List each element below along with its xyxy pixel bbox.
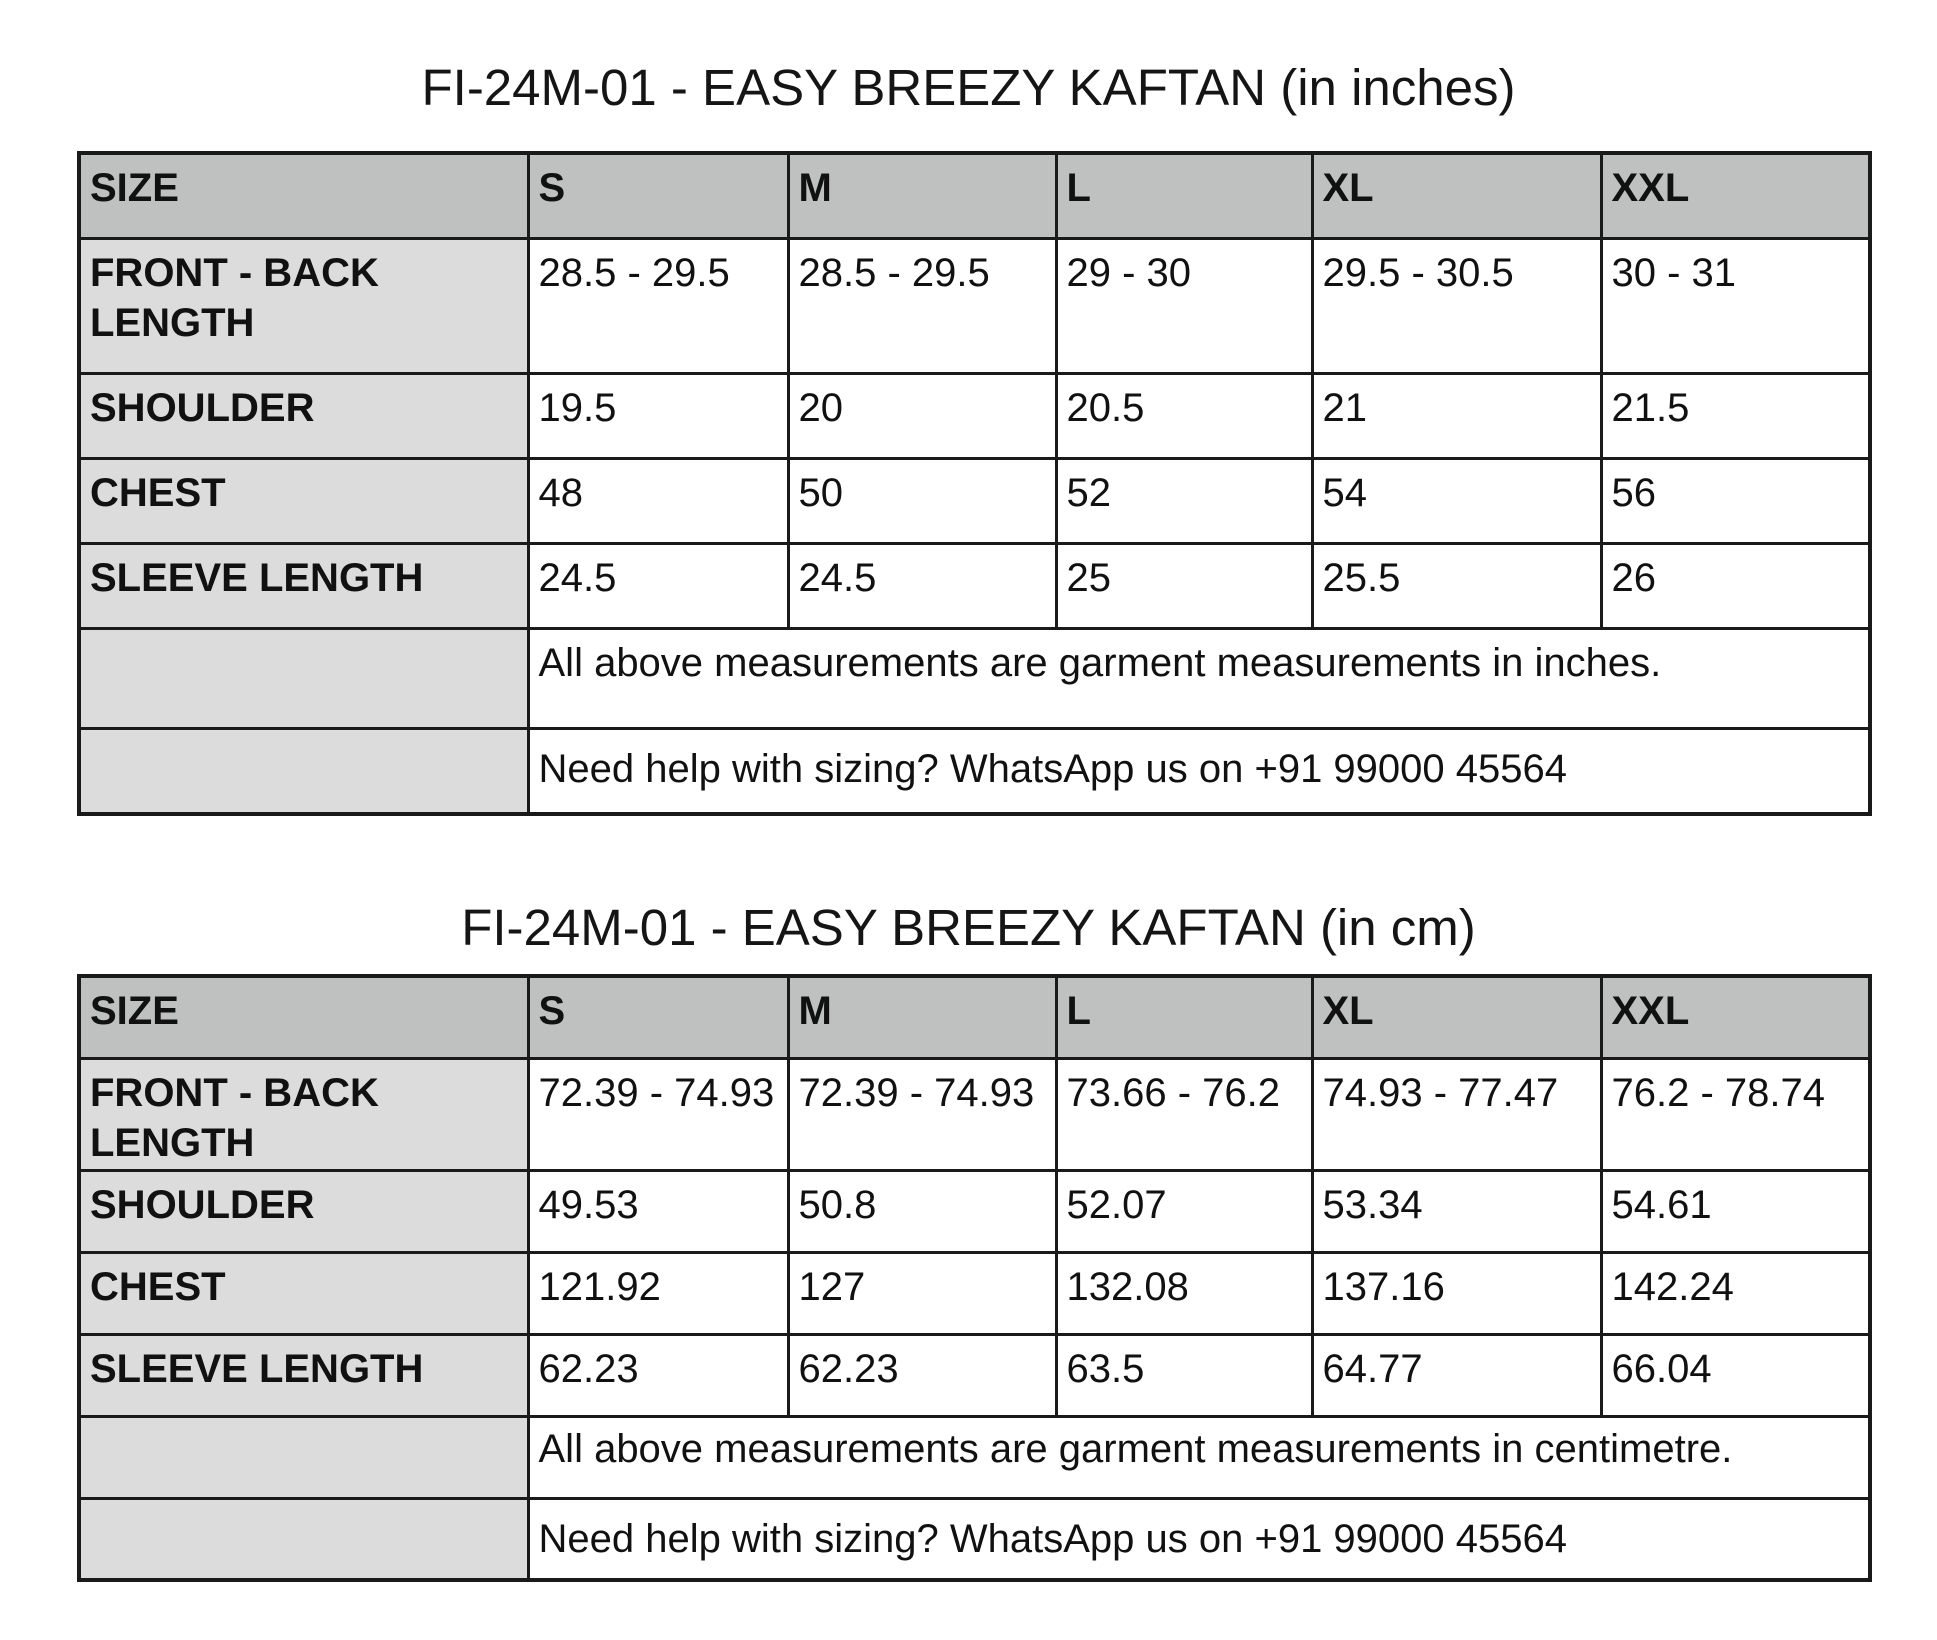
table-cell: 72.39 - 74.93 — [528, 1058, 788, 1170]
table-row — [79, 728, 1870, 814]
table-row — [79, 1058, 1870, 1170]
table-cell: 20 — [788, 373, 1056, 458]
table-cell: 26 — [1601, 543, 1870, 628]
measurement-note: All above measurements are garment measurements in inches. — [528, 628, 1870, 728]
table-row — [79, 628, 1870, 728]
table-cell: 24.5 — [788, 543, 1056, 628]
table-cell: 76.2 - 78.74 — [1601, 1058, 1870, 1170]
table-cell: 62.23 — [788, 1334, 1056, 1416]
table-cell: 137.16 — [1312, 1252, 1601, 1334]
table-cell: 54 — [1312, 458, 1601, 543]
table-cell: 29.5 - 30.5 — [1312, 238, 1601, 373]
header-cell-size: SIZE — [79, 976, 528, 1058]
table-cell: 62.23 — [528, 1334, 788, 1416]
header-cell-xl: XL — [1312, 153, 1601, 238]
header-cell-xxl: XXL — [1601, 153, 1870, 238]
header-cell-m: M — [788, 153, 1056, 238]
table-row — [79, 543, 1870, 628]
measurement-note: All above measurements are garment measurements in centimetre. — [528, 1416, 1870, 1498]
table-cell: 56 — [1601, 458, 1870, 543]
table-row — [79, 1498, 1870, 1580]
table-row — [79, 1170, 1870, 1252]
table-cell: 73.66 - 76.2 — [1056, 1058, 1312, 1170]
table-cell: 19.5 — [528, 373, 788, 458]
header-cell-l: L — [1056, 976, 1312, 1058]
table-cell: 30 - 31 — [1601, 238, 1870, 373]
table-row — [79, 1252, 1870, 1334]
table-cell: 28.5 - 29.5 — [528, 238, 788, 373]
table-cell: 25.5 — [1312, 543, 1601, 628]
table-cell: 48 — [528, 458, 788, 543]
table-cell: 50.8 — [788, 1170, 1056, 1252]
table-row — [79, 238, 1870, 373]
row-label-front-back-length: FRONT - BACK LENGTH — [79, 238, 528, 373]
header-cell-m: M — [788, 976, 1056, 1058]
table-cell: 20.5 — [1056, 373, 1312, 458]
table-cell: 132.08 — [1056, 1252, 1312, 1334]
row-label-front-back-length: FRONT - BACK LENGTH — [79, 1058, 528, 1170]
header-cell-l: L — [1056, 153, 1312, 238]
header-cell-size: SIZE — [79, 153, 528, 238]
inches-chart-title: FI-24M-01 - EASY BREEZY KAFTAN (in inches) — [421, 59, 1516, 116]
table-cell: 29 - 30 — [1056, 238, 1312, 373]
header-cell-s: S — [528, 976, 788, 1058]
table-cell: 64.77 — [1312, 1334, 1601, 1416]
table-row — [79, 1416, 1870, 1498]
empty-label-cell — [79, 1416, 528, 1498]
table-cell: 50 — [788, 458, 1056, 543]
table-row — [79, 1334, 1870, 1416]
table-cell: 66.04 — [1601, 1334, 1870, 1416]
header-cell-xxl: XXL — [1601, 976, 1870, 1058]
row-label-chest: CHEST — [79, 1252, 528, 1334]
table-cell: 72.39 - 74.93 — [788, 1058, 1056, 1170]
table-cell: 74.93 - 77.47 — [1312, 1058, 1601, 1170]
table-row — [79, 458, 1870, 543]
table-header-row — [79, 153, 1870, 238]
cm-size-table — [77, 974, 1872, 1582]
empty-label-cell — [79, 728, 528, 814]
table-cell: 49.53 — [528, 1170, 788, 1252]
empty-label-cell — [79, 628, 528, 728]
table-header-row — [79, 976, 1870, 1058]
row-label-sleeve-length: SLEEVE LENGTH — [79, 543, 528, 628]
cm-chart-title: FI-24M-01 - EASY BREEZY KAFTAN (in cm) — [461, 899, 1476, 956]
table-cell: 25 — [1056, 543, 1312, 628]
empty-label-cell — [79, 1498, 528, 1580]
row-label-sleeve-length: SLEEVE LENGTH — [79, 1334, 528, 1416]
table-cell: 54.61 — [1601, 1170, 1870, 1252]
sizing-help-note: Need help with sizing? WhatsApp us on +91 99000 45564 — [528, 1498, 1870, 1580]
sizing-help-note: Need help with sizing? WhatsApp us on +91 99000 45564 — [528, 728, 1870, 814]
row-label-shoulder: SHOULDER — [79, 373, 528, 458]
table-cell: 142.24 — [1601, 1252, 1870, 1334]
table-cell: 127 — [788, 1252, 1056, 1334]
inches-size-table — [77, 151, 1872, 816]
table-cell: 24.5 — [528, 543, 788, 628]
row-label-shoulder: SHOULDER — [79, 1170, 528, 1252]
table-cell: 21.5 — [1601, 373, 1870, 458]
table-cell: 21 — [1312, 373, 1601, 458]
table-cell: 52.07 — [1056, 1170, 1312, 1252]
table-cell: 52 — [1056, 458, 1312, 543]
table-cell: 28.5 - 29.5 — [788, 238, 1056, 373]
row-label-chest: CHEST — [79, 458, 528, 543]
table-cell: 63.5 — [1056, 1334, 1312, 1416]
table-cell: 121.92 — [528, 1252, 788, 1334]
table-cell: 53.34 — [1312, 1170, 1601, 1252]
header-cell-s: S — [528, 153, 788, 238]
table-row — [79, 373, 1870, 458]
header-cell-xl: XL — [1312, 976, 1601, 1058]
